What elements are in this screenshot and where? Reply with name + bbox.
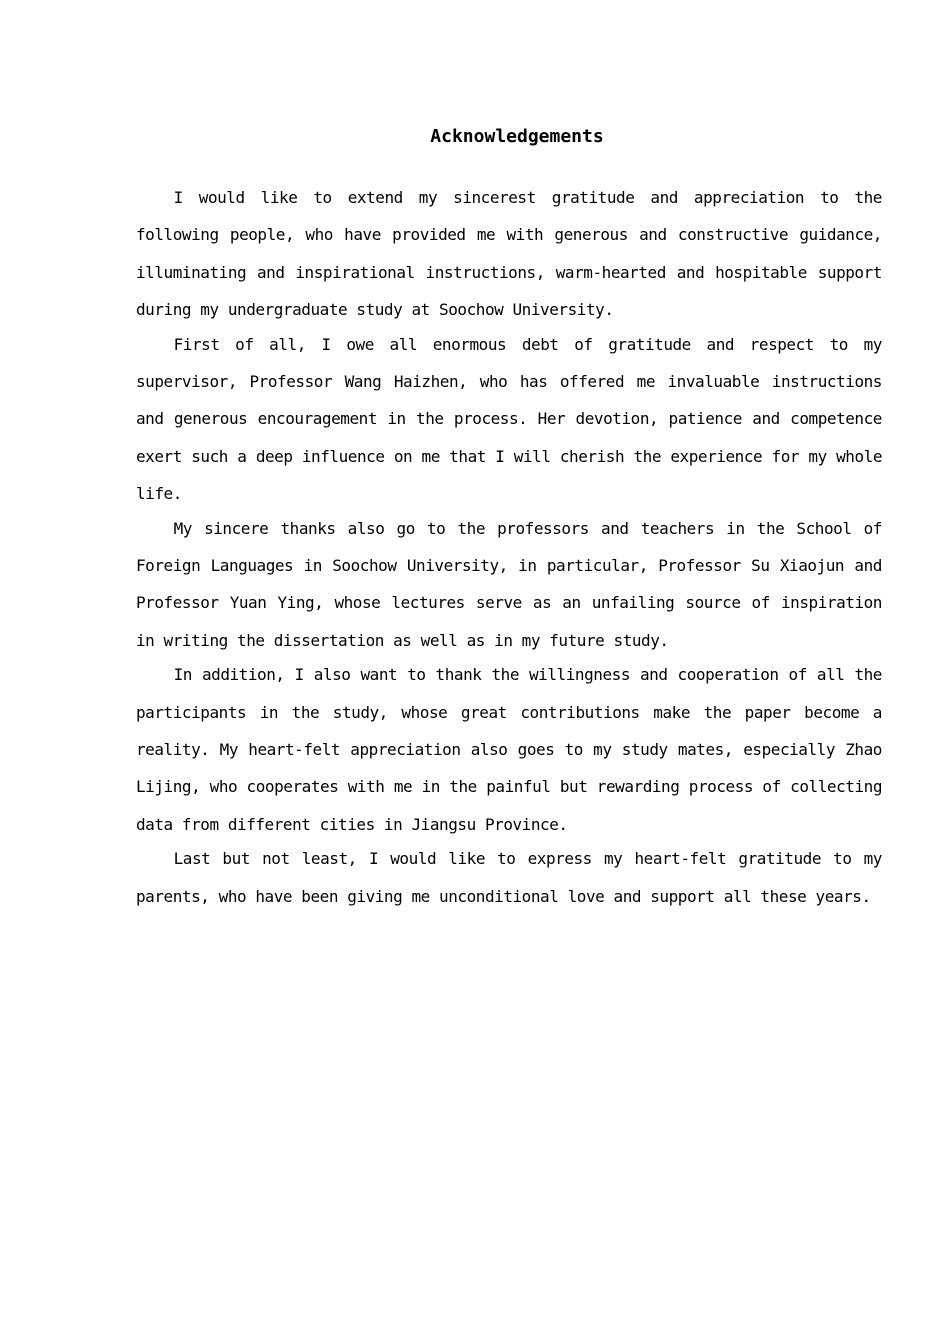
acknowledgements-body xyxy=(136,179,882,912)
paragraph-supervisor: First of all, I owe all enormous debt of gratitude and respect to my supervisor, Professor Wang Haizhen, who has offered me invaluable instructions and generous encouragement in the process. Her devotion, patience and competence exert such a deep influence on me that I will cherish the experience for my whole life. xyxy=(136,334,882,503)
paragraph-professors: My sincere thanks also go to the professors and teachers in the School of Foreign Languages in Soochow University, in particular, Professor Su Xiaojun and Professor Yuan Ying, whose lectures serve as an unfailing source of inspiration in writing the dissertation as well as in my future study. xyxy=(136,518,882,650)
paragraph-intro: I would like to extend my sincerest gratitude and appreciation to the following people, who have provided me with generous and constructive guidance, illuminating and inspirational instructions, warm-hearted and hospitable support during my undergraduate study at Soochow University. xyxy=(136,188,882,319)
paragraph-parents: Last but not least, I would like to express my heart-felt gratitude to my parents, who have been giving me unconditional love and support all these years. xyxy=(136,849,882,906)
page-title: Acknowledgements xyxy=(430,126,604,147)
paragraph-participants: In addition, I also want to thank the willingness and cooperation of all the participants in the study, whose great contributions make the paper become a reality. My heart-felt appreciation also goes to my study mates, especially Zhao Lijing, who cooperates with me in the painful but rewarding process of collecting data from different cities in Jiangsu Province. xyxy=(136,665,882,834)
